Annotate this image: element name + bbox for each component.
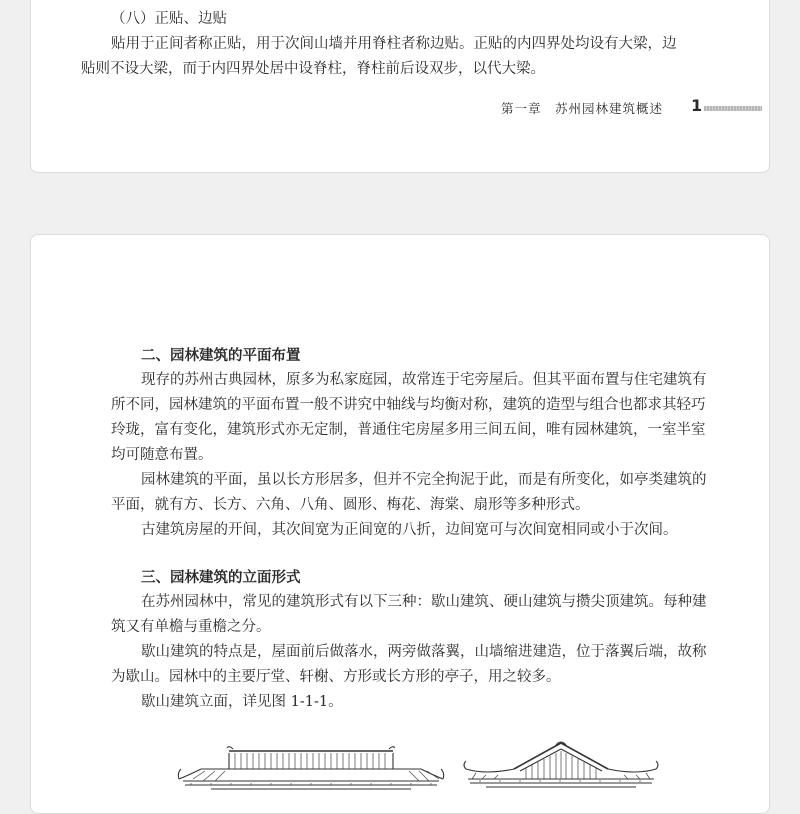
paragraph-line: 歇山建筑的特点是，屋面前后做落水，两旁做落翼，山墙缩进建造，位于落翼后端，故称 <box>141 644 707 660</box>
paragraph-line: 古建筑房屋的开间，其次间宽为正间宽的八折，边间宽可与次间宽相同或小于次间。 <box>141 522 678 538</box>
paragraph-line: 玲珑，富有变化，建筑形式亦无定制，普通住宅房屋多用三间五间，唯有园林建筑，一室半室 <box>111 422 706 438</box>
paragraph-line: 平面，就有方、长方、六角、八角、圆形、梅花、海棠、扇形等多种形式。 <box>111 497 590 513</box>
paragraph-line: 贴用于正间者称正贴，用于次间山墙并用脊柱者称边贴。正贴的内四界处均设有大梁，边 <box>111 36 677 52</box>
paragraph-line: 在苏州园林中，常见的建筑形式有以下三种：歇山建筑、硬山建筑与攒尖顶建筑。每种建 <box>141 594 707 610</box>
paragraph-line: 均可随意布置。 <box>111 447 213 463</box>
paragraph-line: 歇山建筑立面，详见图 1-1-1。 <box>141 694 343 710</box>
page-number-bar <box>704 106 762 111</box>
page-card-1 <box>30 0 770 173</box>
heading-plan-layout: 二、园林建筑的平面布置 <box>141 348 301 364</box>
page-number: 1 <box>691 96 703 115</box>
paragraph-line: 筑又有单檐与重檐之分。 <box>111 619 271 635</box>
paragraph-line: 为歇山。园林中的主要厅堂、轩榭、方形或长方形的亭子，用之较多。 <box>111 669 561 685</box>
xieshan-front-elevation-icon <box>171 735 451 814</box>
paragraph-line: 现存的苏州古典园林，原多为私家庭园，故常连于宅旁屋后。但其平面布置与住宅建筑有 <box>141 372 707 388</box>
paragraph-line: 园林建筑的平面，虽以长方形居多，但并不完全拘泥于此，而是有所变化，如亭类建筑的 <box>141 472 707 488</box>
xieshan-side-elevation-icon <box>456 735 666 814</box>
paragraph-line: 所不同，园林建筑的平面布置一般不讲究中轴线与均衡对称，建筑的造型与组合也都求其轻巧 <box>111 397 706 413</box>
paragraph-line: 贴则不设大梁，而于内四界处居中设脊柱，脊柱前后设双步，以代大梁。 <box>81 61 545 77</box>
footer-chapter-title: 第一章 苏州园林建筑概述 <box>501 101 664 116</box>
page-card-2 <box>30 234 770 814</box>
heading-elevation-forms: 三、园林建筑的立面形式 <box>141 570 301 586</box>
section-heading-zhengtie-biantie: （八）正贴、边贴 <box>111 11 227 27</box>
